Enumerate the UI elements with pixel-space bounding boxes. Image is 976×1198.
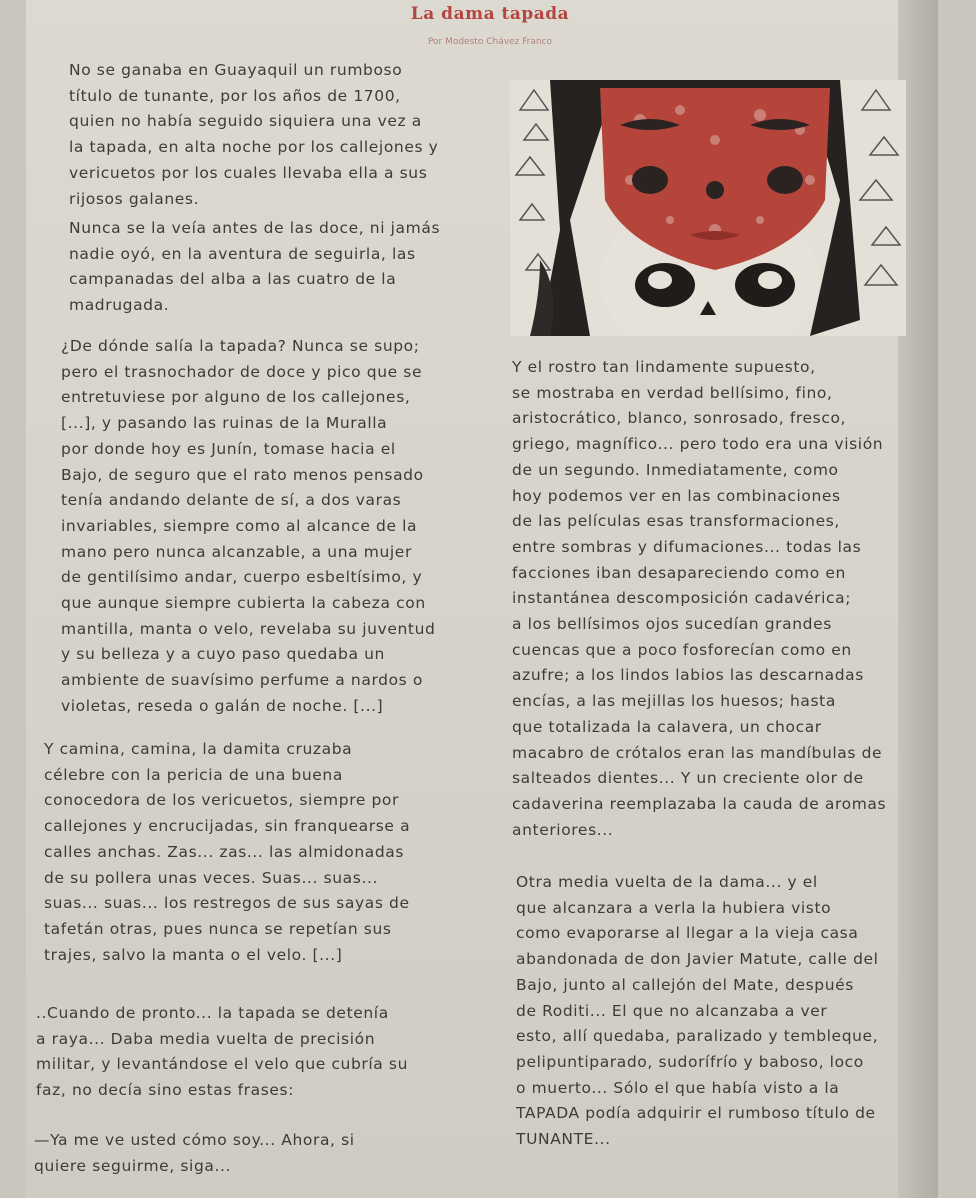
text-line: quien no había seguido siquiera una vez a bbox=[69, 112, 422, 131]
right-paragraph-1 bbox=[512, 355, 952, 843]
text-line: rijosos galanes. bbox=[69, 189, 200, 208]
text-line: encías, a las mejillas los huesos; hasta bbox=[512, 692, 836, 711]
text-line: a raya... Daba media vuelta de precisión bbox=[36, 1029, 376, 1048]
text-line: que totalizada la calavera, un chocar bbox=[512, 717, 822, 736]
text-line: entretuviese por alguno de los callejones, bbox=[61, 388, 411, 407]
text-line: militar, y levantándose el velo que cubría su bbox=[36, 1055, 409, 1074]
text-line: callejones y encrucijadas, sin franquearse a bbox=[44, 817, 411, 836]
article-title: La dama tapada bbox=[410, 4, 570, 24]
text-line: hoy podemos ver en las combinaciones bbox=[512, 486, 841, 505]
text-line: tafetán otras, pues nunca se repetían sus bbox=[44, 919, 392, 938]
text-line: pelipuntiparado, sudorífrío y baboso, loco bbox=[516, 1052, 864, 1071]
text-line: título de tunante, por los años de 1700, bbox=[69, 86, 401, 105]
text-line: pero el trasnochador de doce y pico que se bbox=[61, 362, 423, 381]
text-line: griego, magnífico... pero todo era una visión bbox=[512, 435, 884, 454]
text-line: de su pollera unas veces. Suas... suas... bbox=[44, 868, 379, 887]
text-line: tenía andando delante de sí, a dos varas bbox=[61, 491, 402, 510]
text-line: cadaverina reemplazaba la cauda de aromas bbox=[512, 794, 887, 813]
left-paragraph-6 bbox=[34, 1128, 494, 1179]
text-line: [...], y pasando las ruinas de la Muralla bbox=[61, 414, 388, 433]
text-line: facciones iban desapareciendo como en bbox=[512, 563, 846, 582]
text-line: calles anchas. Zas... zas... las almidonadas bbox=[44, 842, 405, 861]
text-line: abandonada de don Javier Matute, calle del bbox=[516, 950, 879, 969]
text-line: la tapada, en alta noche por los callejones y bbox=[69, 138, 439, 157]
text-line: salteados dientes... Y un creciente olor de bbox=[512, 769, 864, 788]
text-line: o muerto... Sólo el que había visto a la bbox=[516, 1078, 840, 1097]
text-line: esto, allí quedaba, paralizado y tembleque, bbox=[516, 1027, 879, 1046]
text-line: TAPADA podía adquirir el rumboso título de bbox=[516, 1104, 876, 1123]
text-line: por donde hoy es Junín, tomase hacia el bbox=[61, 439, 396, 458]
text-line: TUNANTE... bbox=[516, 1130, 611, 1149]
text-line: mantilla, manta o velo, revelaba su juventud bbox=[61, 619, 436, 638]
text-line: de un segundo. Inmediatamente, como bbox=[512, 460, 839, 479]
text-line: azufre; a los lindos labios las descarnadas bbox=[512, 666, 864, 685]
illustration-drawing bbox=[510, 80, 906, 336]
text-line: campanadas del alba a las cuatro de la bbox=[69, 270, 397, 289]
text-line: Bajo, de seguro que el rato menos pensado bbox=[61, 465, 424, 484]
text-line: instantánea descomposición cadavérica; bbox=[512, 589, 852, 608]
left-paragraph-1 bbox=[69, 58, 489, 212]
left-paragraph-5 bbox=[36, 1001, 496, 1104]
text-line: que alcanzara a verla la hubiera visto bbox=[516, 898, 832, 917]
text-line: trajes, salvo la manta o el velo. [...] bbox=[44, 945, 343, 964]
text-line: de gentilísimo andar, cuerpo esbeltísimo, y bbox=[61, 568, 423, 587]
text-line: anteriores... bbox=[512, 820, 614, 839]
text-line: suas... suas... los restregos de sus sayas de bbox=[44, 894, 410, 913]
text-line: de Roditi... El que no alcanzaba a ver bbox=[516, 1001, 828, 1020]
text-line: mano pero nunca alcanzable, a una mujer bbox=[61, 542, 412, 561]
text-line: nadie oyó, en la aventura de seguirla, las bbox=[69, 244, 416, 263]
text-line: como evaporarse al llegar a la vieja casa bbox=[516, 924, 859, 943]
text-line: que aunque siempre cubierta la cabeza con bbox=[61, 594, 426, 613]
text-line: faz, no decía sino estas frases: bbox=[36, 1081, 295, 1100]
right-paragraph-2 bbox=[516, 870, 956, 1153]
text-line: Y el rostro tan lindamente supuesto, bbox=[512, 358, 816, 376]
text-line: macabro de crótalos eran las mandíbulas de bbox=[512, 743, 883, 762]
text-line: se mostraba en verdad bellísimo, fino, bbox=[512, 383, 833, 402]
left-paragraph-2 bbox=[69, 216, 489, 319]
text-line: Otra media vuelta de la dama... y el bbox=[516, 873, 818, 891]
text-line: —Ya me ve usted cómo soy... Ahora, si bbox=[34, 1131, 355, 1149]
text-line: No se ganaba en Guayaquil un rumboso bbox=[69, 61, 403, 79]
masked-skull-illustration bbox=[510, 80, 906, 336]
text-line: ¿De dónde salía la tapada? Nunca se supo; bbox=[61, 337, 420, 355]
text-line: invariables, siempre como al alcance de la bbox=[61, 516, 418, 535]
text-line: madrugada. bbox=[69, 296, 170, 315]
text-line: a los bellísimos ojos sucedían grandes bbox=[512, 615, 832, 634]
text-line: ..Cuando de pronto... la tapada se detenía bbox=[36, 1004, 389, 1022]
left-paragraph-3 bbox=[61, 334, 491, 720]
text-line: Bajo, junto al callejón del Mate, después bbox=[516, 975, 854, 994]
text-line: Nunca se la veía antes de las doce, ni jamás bbox=[69, 219, 441, 237]
text-line: vericuetos por los cuales llevaba ella a sus bbox=[69, 163, 428, 182]
text-line: Y camina, camina, la damita cruzaba bbox=[44, 740, 353, 758]
text-line: entre sombras y difumaciones... todas las bbox=[512, 537, 862, 556]
text-line: ambiente de suavísimo perfume a nardos o bbox=[61, 671, 423, 690]
text-line: célebre con la pericia de una buena bbox=[44, 765, 343, 784]
text-line: violetas, reseda o galán de noche. [...] bbox=[61, 696, 384, 715]
text-line: cuencas que a poco fosforecían como en bbox=[512, 640, 852, 659]
text-line: aristocrático, blanco, sonrosado, fresco, bbox=[512, 409, 847, 428]
left-paragraph-4 bbox=[44, 737, 484, 968]
article-byline: Por Modesto Chávez Franco bbox=[427, 37, 553, 47]
text-line: de las películas esas transformaciones, bbox=[512, 512, 840, 531]
text-line: conocedora de los vericuetos, siempre por bbox=[44, 791, 399, 810]
text-line: quiere seguirme, siga... bbox=[34, 1156, 232, 1175]
text-line: y su belleza y a cuyo paso quedaba un bbox=[61, 645, 385, 664]
